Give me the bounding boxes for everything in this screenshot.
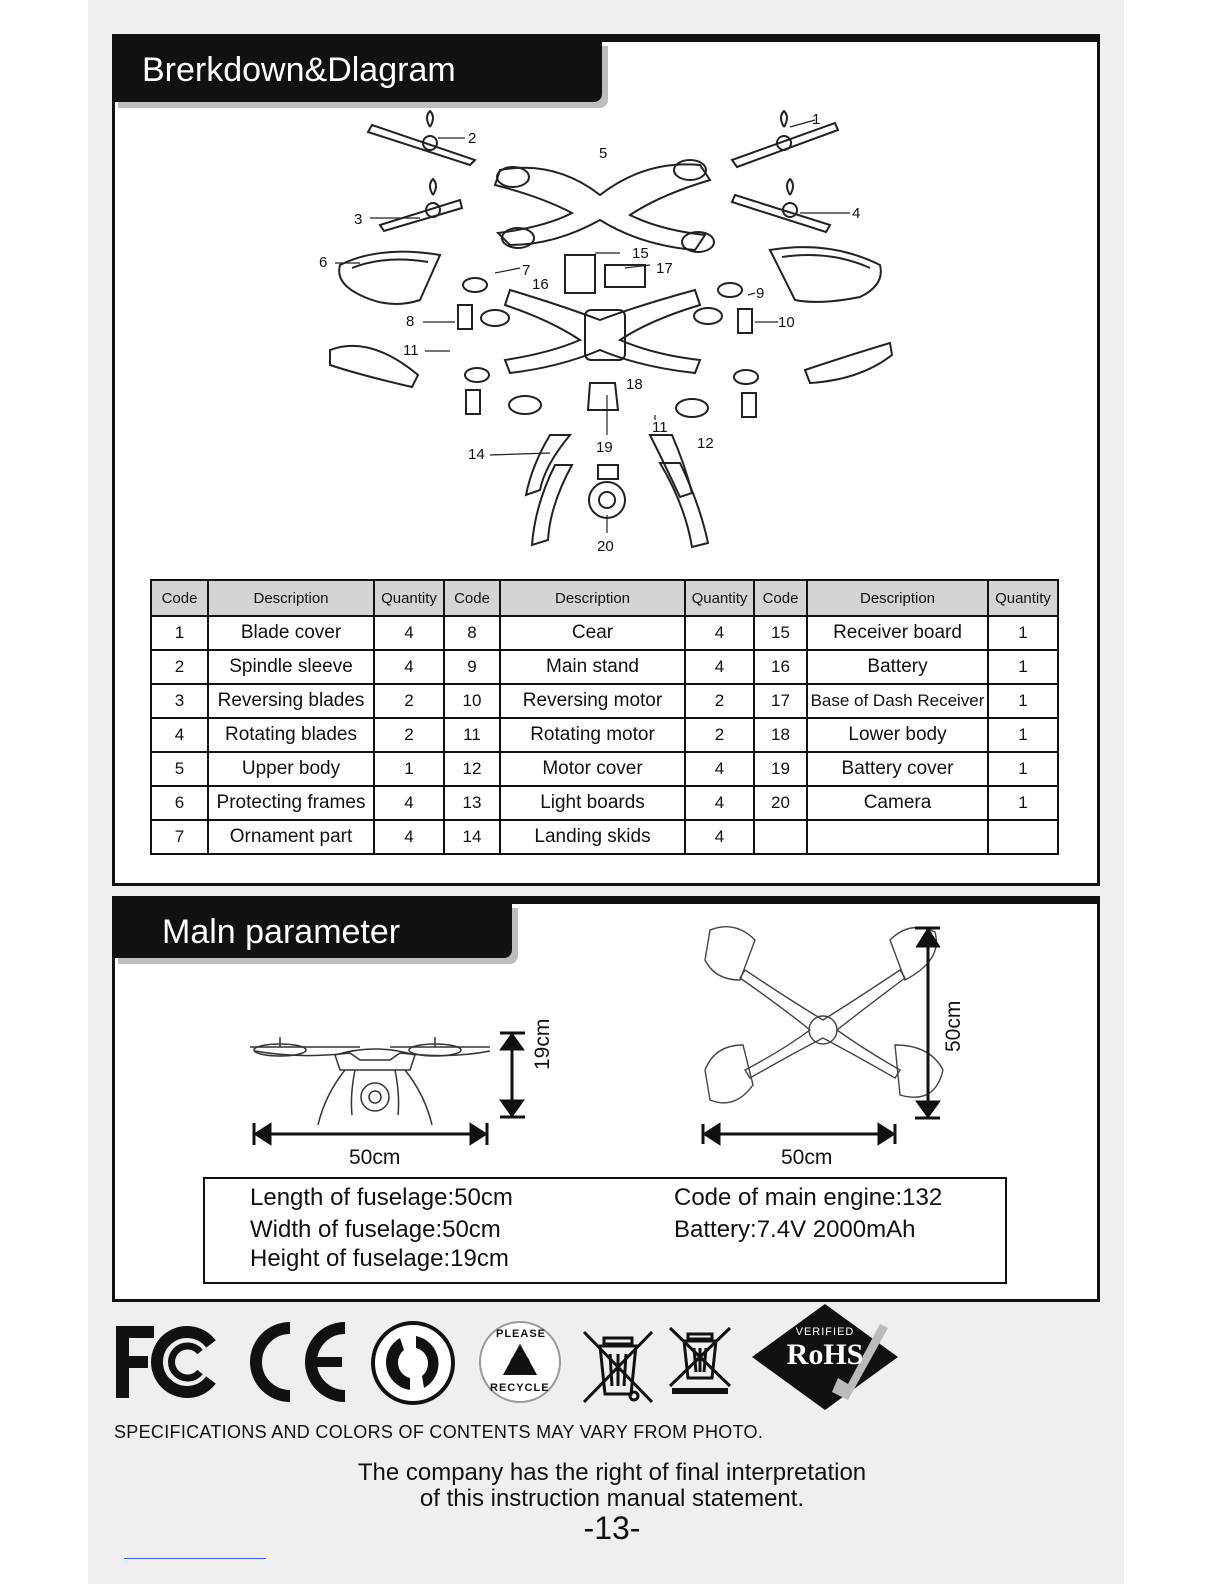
table-header-row — [151, 580, 1058, 616]
part-code: 16 — [754, 650, 807, 684]
part-quantity: 4 — [685, 752, 754, 786]
rohs-text: RoHS — [786, 1338, 864, 1371]
part-quantity: 1 — [988, 786, 1058, 820]
part-description: Rotating blades — [208, 718, 374, 752]
callout-label: 3 — [354, 211, 363, 228]
column-header: Description — [208, 580, 374, 616]
callout-label: 20 — [597, 538, 614, 555]
callout-label: 4 — [852, 205, 861, 222]
part-description: Landing skids — [500, 820, 685, 854]
part-quantity: 4 — [374, 820, 444, 854]
part-code: 6 — [151, 786, 208, 820]
callout-label: 7 — [522, 262, 531, 279]
spec-battery: Battery:7.4V 2000mAh — [674, 1216, 916, 1243]
callout-label: 2 — [468, 130, 477, 147]
callout-label: 11 — [652, 419, 668, 436]
side-height-label: 19cm — [531, 1018, 554, 1070]
part-description: Light boards — [500, 786, 685, 820]
part-quantity — [988, 820, 1058, 854]
landing-skid — [650, 435, 692, 497]
part-quantity: 1 — [988, 650, 1058, 684]
rohs-verified-logo — [752, 1304, 898, 1410]
part-code: 4 — [151, 718, 208, 752]
column-header: Quantity — [685, 580, 754, 616]
part-code: 2 — [151, 650, 208, 684]
spec-engine: Code of main engine:132 — [674, 1184, 943, 1211]
column-header: Description — [500, 580, 685, 616]
callout-label: 18 — [626, 376, 643, 393]
part-code: 3 — [151, 684, 208, 718]
protecting-frame — [339, 252, 440, 304]
part-quantity: 4 — [685, 650, 754, 684]
table-row — [151, 684, 1058, 718]
callout-label: 15 — [632, 245, 649, 262]
part-description: Battery — [807, 650, 988, 684]
callout-label: 14 — [468, 446, 485, 463]
part-quantity: 4 — [685, 820, 754, 854]
protecting-frame — [770, 247, 881, 302]
part-description: Main stand — [500, 650, 685, 684]
top-height-label: 50cm — [942, 1000, 965, 1052]
battery-cover-part — [588, 383, 618, 410]
callout-label: 19 — [596, 439, 613, 456]
callout-label: 8 — [406, 313, 415, 330]
part-quantity: 1 — [988, 752, 1058, 786]
part-quantity: 4 — [374, 650, 444, 684]
part-code: 7 — [151, 820, 208, 854]
parameter-title: Maln parameter — [112, 902, 512, 958]
column-header: Code — [151, 580, 208, 616]
camera-part — [589, 465, 625, 518]
part-description: Blade cover — [208, 616, 374, 650]
part-description: Ornament part — [208, 820, 374, 854]
parts-table — [150, 579, 1059, 855]
please-text: PLEASE — [496, 1328, 547, 1340]
column-header: Quantity — [988, 580, 1058, 616]
motor-part — [742, 393, 756, 417]
part-description: Protecting frames — [208, 786, 374, 820]
fcc-logo — [116, 1322, 220, 1402]
landing-skid — [532, 465, 572, 545]
table-row — [151, 786, 1058, 820]
column-header: Quantity — [374, 580, 444, 616]
part-description: Camera — [807, 786, 988, 820]
callout-label: 5 — [599, 145, 608, 162]
callout-label: 1 — [812, 111, 821, 128]
recycle-text: RECYCLE — [490, 1382, 550, 1394]
column-header: Code — [444, 580, 500, 616]
propeller-icon — [380, 179, 462, 231]
callout-label: 12 — [697, 435, 714, 452]
column-header: Code — [754, 580, 807, 616]
part-code: 12 — [444, 752, 500, 786]
top-width-label: 50cm — [781, 1146, 833, 1169]
part-code: 19 — [754, 752, 807, 786]
table-row — [151, 752, 1058, 786]
part-description: Battery cover — [807, 752, 988, 786]
side-width-label: 50cm — [349, 1146, 401, 1169]
part-code: 10 — [444, 684, 500, 718]
top-view-diagram — [695, 920, 955, 1150]
footer-line-1: The company has the right of final interpretation — [357, 1459, 867, 1486]
breakdown-title: Brerkdown&Dlagram — [112, 40, 602, 102]
part-code: 11 — [444, 718, 500, 752]
part-quantity: 1 — [988, 684, 1058, 718]
column-header: Description — [807, 580, 988, 616]
weee-bin-icon — [578, 1326, 658, 1406]
table-row — [151, 650, 1058, 684]
callout-label: 9 — [756, 285, 765, 302]
disclaimer-text: SPECIFICATIONS AND COLORS OF CONTENTS MAY VARY FROM PHOTO. — [114, 1422, 764, 1442]
part-code — [754, 820, 807, 854]
side-view-diagram — [240, 1025, 570, 1175]
part-description: Rotating motor — [500, 718, 685, 752]
part-quantity: 1 — [988, 718, 1058, 752]
part-description: Reversing blades — [208, 684, 374, 718]
motor-part — [458, 305, 472, 329]
weee-bin-bar-icon — [666, 1326, 736, 1396]
part-code: 17 — [754, 684, 807, 718]
propeller-icon — [732, 179, 830, 232]
part-quantity: 4 — [685, 786, 754, 820]
part-code: 20 — [754, 786, 807, 820]
part-quantity: 2 — [374, 718, 444, 752]
spec-length: Length of fuselage:50cm — [250, 1184, 513, 1211]
part-quantity: 2 — [685, 684, 754, 718]
callout-label: 11 — [403, 342, 419, 359]
part-description: Reversing motor — [500, 684, 685, 718]
table-row — [151, 616, 1058, 650]
part-description — [807, 820, 988, 854]
callout-label: 17 — [656, 260, 673, 277]
part-code: 9 — [444, 650, 500, 684]
table-row — [151, 820, 1058, 854]
part-quantity: 4 — [374, 786, 444, 820]
part-description: Receiver board — [807, 616, 988, 650]
motor-part — [738, 309, 752, 333]
part-description: Cear — [500, 616, 685, 650]
propeller-icon — [732, 111, 838, 167]
upper-body-shell — [495, 160, 714, 252]
blue-underline-rule — [124, 1558, 266, 1559]
footer-line-2: of this instruction manual statement. — [419, 1485, 805, 1512]
green-dot-recycle-icon — [370, 1320, 456, 1406]
part-code: 5 — [151, 752, 208, 786]
protecting-frame — [805, 343, 892, 383]
part-description: Upper body — [208, 752, 374, 786]
exploded-drone-diagram — [300, 105, 920, 565]
spec-height: Height of fuselage:19cm — [250, 1245, 509, 1272]
part-description: Base of Dash Receiver — [807, 684, 988, 718]
table-row — [151, 718, 1058, 752]
callout-label: 10 — [778, 314, 795, 331]
part-code: 13 — [444, 786, 500, 820]
ce-logo — [250, 1322, 350, 1402]
part-quantity: 4 — [685, 616, 754, 650]
callout-label: 16 — [532, 276, 549, 293]
part-quantity: 1 — [988, 616, 1058, 650]
part-code: 18 — [754, 718, 807, 752]
part-quantity: 1 — [374, 752, 444, 786]
part-description: Motor cover — [500, 752, 685, 786]
part-code: 1 — [151, 616, 208, 650]
motor-part — [466, 390, 480, 414]
rohs-verified-text: VERIFIED — [795, 1326, 855, 1338]
page-number: -13- — [583, 1510, 641, 1546]
part-quantity: 2 — [685, 718, 754, 752]
part-description: Lower body — [807, 718, 988, 752]
part-quantity: 2 — [374, 684, 444, 718]
part-code: 14 — [444, 820, 500, 854]
part-quantity: 4 — [374, 616, 444, 650]
landing-skid — [660, 463, 708, 547]
please-recycle-logo — [478, 1320, 562, 1404]
part-code: 15 — [754, 616, 807, 650]
part-description: Spindle sleeve — [208, 650, 374, 684]
spec-width: Width of fuselage:50cm — [250, 1216, 501, 1243]
part-code: 8 — [444, 616, 500, 650]
callout-label: 6 — [319, 254, 328, 271]
